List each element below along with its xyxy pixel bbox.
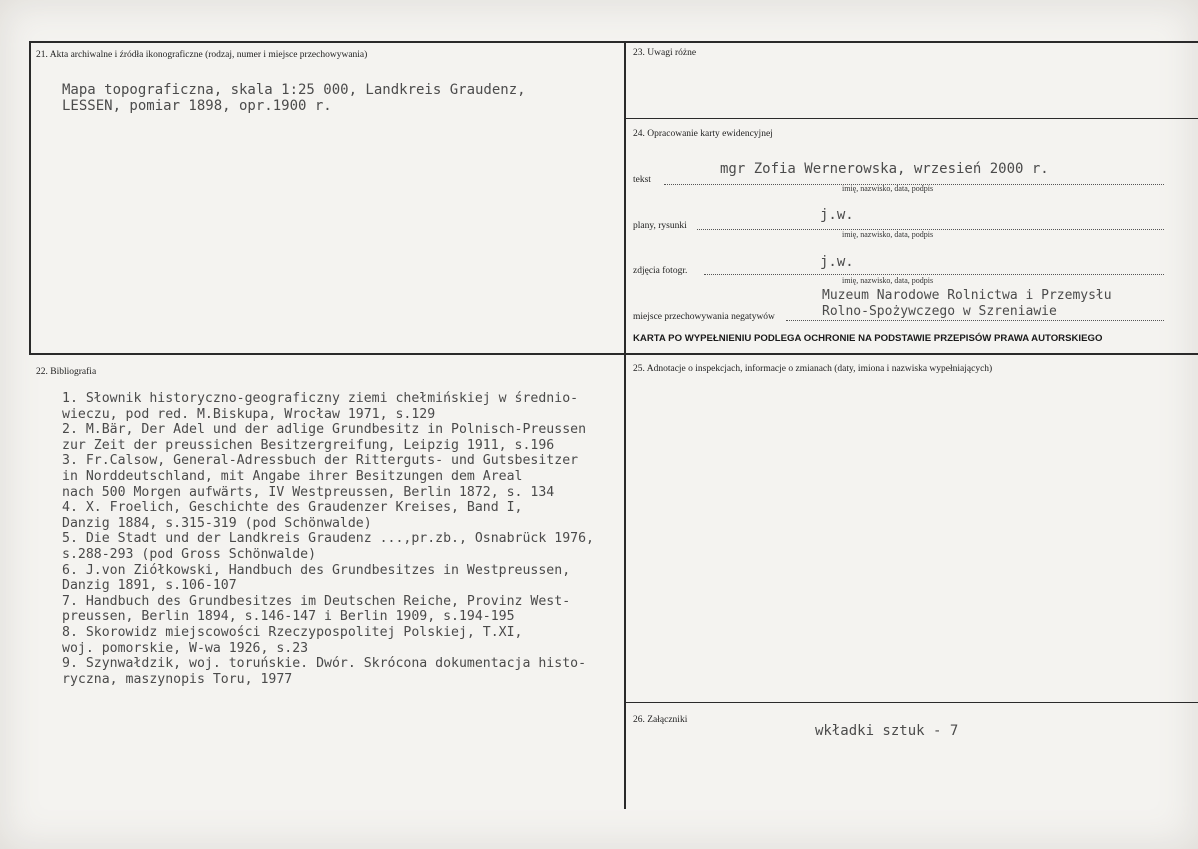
plany-value: j.w.: [820, 207, 854, 223]
bibliography-line: s.288-293 (pod Gross Schönwalde): [62, 546, 317, 562]
zdjecia-label: zdjęcia fotogr.: [633, 266, 688, 276]
bibliography-line: [62, 687, 594, 703]
bibliography-line: Danzig 1884, s.315-319 (pod Schönwalde): [62, 515, 372, 531]
miejsce-label: miejsce przechowywania negatywów: [633, 312, 775, 322]
tekst-value: mgr Zofia Wernerowska, wrzesień 2000 r.: [720, 161, 1049, 177]
section-21-line-2: LESSEN, pomiar 1898, opr.1900 r.: [62, 98, 332, 114]
copyright-notice: KARTA PO WYPEŁNIENIU PODLEGA OCHRONIE NA PODSTAWIE PRZEPISÓW PRAWA AUTORSKIEGO: [633, 333, 1103, 344]
section-22-label: 22. Bibliografia: [36, 367, 97, 377]
bibliography-line: 4. X. Froelich, Geschichte des Graudenzer Kreises, Band I,: [62, 500, 523, 516]
bibliography-line: 9. Szynwałdzik, woj. toruńskie. Dwór. Skrócona dokumentacja histo-: [62, 656, 587, 672]
plany-label: plany, rysunki: [633, 221, 687, 231]
bibliography-line: wieczu, pod red. M.Biskupa, Wrocław 1971, s.129: [62, 406, 436, 422]
bibliography-line: ryczna, maszynopis Toru, 1977: [62, 671, 293, 687]
attachments-value: wkładki sztuk - 7: [815, 723, 959, 739]
bibliography-line: nach 500 Morgen aufwärts, IV Westpreussen, Berlin 1872, s. 134: [62, 484, 555, 500]
section-25-label: 25. Adnotacje o inspekcjach, informacje o zmianach (daty, imiona i nazwiska wypełniających): [633, 364, 993, 374]
section-21-label: 21. Akta archiwalne i źródła ikonograficzne (rodzaj, numer i miejsce przechowywania): [36, 50, 368, 60]
section-26-label: 26. Załączniki: [633, 715, 688, 725]
zdjecia-caption: imię, nazwisko, data, podpis: [842, 276, 934, 285]
top-border: [29, 41, 1198, 43]
bibliography-line: 7. Handbuch des Grundbesitzes im Deutschen Reiche, Provinz West-: [62, 593, 571, 609]
left-border: [29, 41, 31, 354]
bibliography-line: 8. Skorowidz miejscowości Rzeczypospolitej Polskiej, T.XI,: [62, 624, 523, 640]
miejsce-value-line-1: Muzeum Narodowe Rolnictwa i Przemysłu: [822, 288, 1112, 303]
right-divider-top: [624, 118, 1198, 119]
bibliography-line: 6. J.von Ziółkowski, Handbuch des Grundbesitzes in Westpreussen,: [62, 562, 571, 578]
bibliography-line: zur Zeit der preussichen Besitzergreifung, Leipzig 1911, s.196: [62, 437, 555, 453]
zdjecia-value: j.w.: [820, 254, 854, 270]
bibliography-line: 2. M.Bär, Der Adel und der adlige Grundbesitz in Polnisch-Preussen: [62, 422, 587, 438]
tekst-label: tekst: [633, 175, 651, 185]
bibliography-line: preussen, Berlin 1894, s.146-147 i Berlin 1909, s.194-195: [62, 609, 515, 625]
bibliography-line: 5. Die Stadt und der Landkreis Graudenz ...,pr.zb., Osnabrück 1976,: [62, 531, 594, 547]
plany-caption: imię, nazwisko, data, podpis: [842, 230, 934, 239]
section-24-label: 24. Opracowanie karty ewidencyjnej: [633, 129, 773, 139]
bibliography-line: Danzig 1891, s.106-107: [62, 578, 237, 594]
bibliography-list: [62, 391, 594, 703]
miejsce-dots: [786, 320, 1164, 321]
section-23-label: 23. Uwagi różne: [633, 48, 697, 58]
right-divider-bottom: [624, 702, 1198, 703]
mid-divider: [29, 353, 1198, 355]
bibliography-line: woj. pomorskie, W-wa 1926, s.23: [62, 640, 309, 656]
center-divider: [624, 41, 626, 809]
section-21-line-1: Mapa topograficzna, skala 1:25 000, Landkreis Graudenz,: [62, 82, 526, 98]
bibliography-line: 1. Słownik historyczno-geograficzny ziemi chełmińskiej w średnio-: [62, 391, 579, 406]
miejsce-value-line-2: Rolno-Spożywczego w Szreniawie: [822, 304, 1057, 319]
bibliography-line: 3. Fr.Calsow, General-Adressbuch der Ritterguts- und Gutsbesitzer: [62, 453, 579, 469]
bibliography-line: in Norddeutschland, mit Angabe ihrer Besitzungen dem Areal: [62, 468, 523, 484]
zdjecia-dots: [704, 274, 1164, 275]
tekst-caption: imię, nazwisko, data, podpis: [842, 184, 934, 193]
